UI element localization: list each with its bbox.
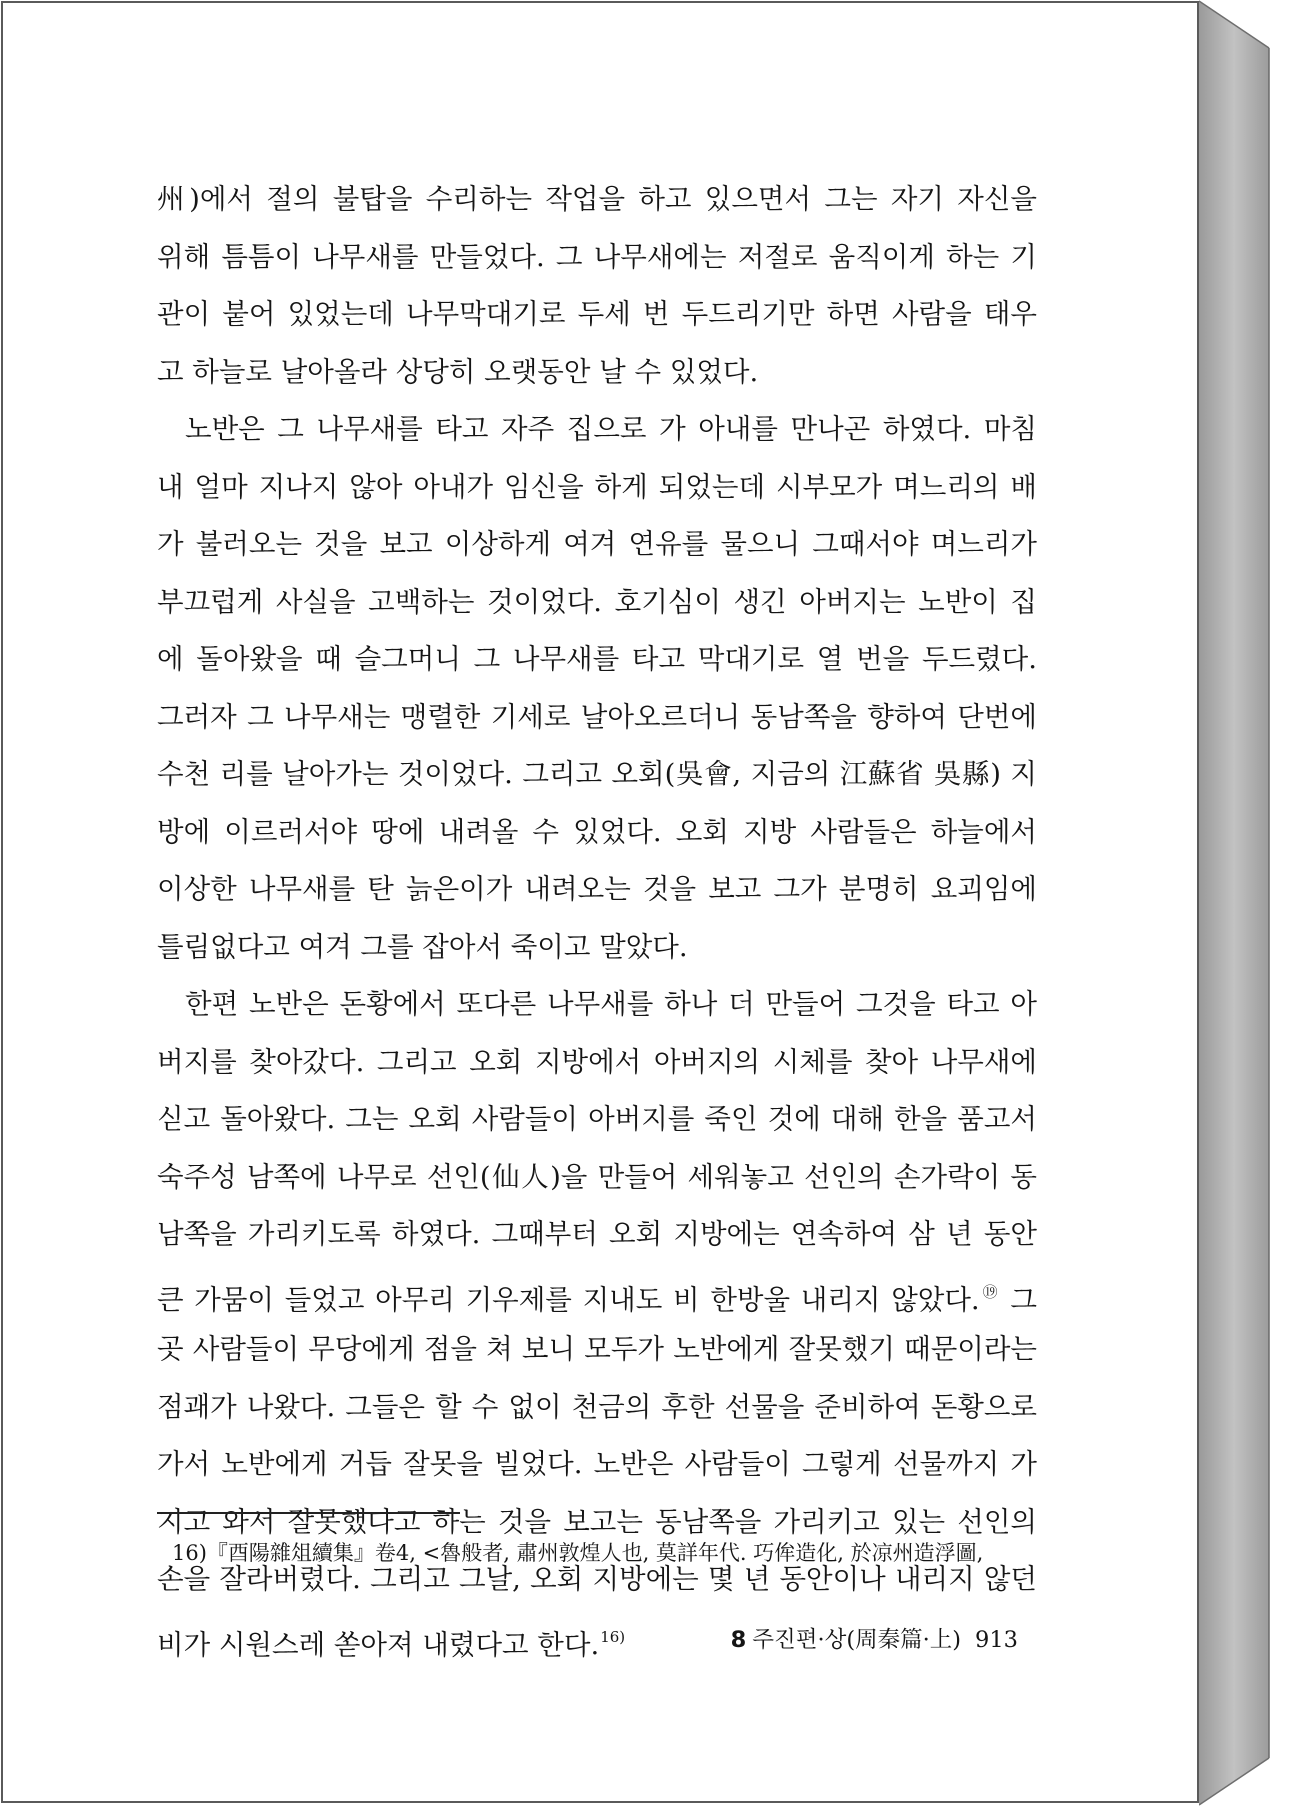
line-text: 숙주성 남쪽에 나무로 선인(仙人)을 만들어 세워놓고 선인의 손가락이 동 — [157, 1160, 1037, 1193]
page-footer — [683, 1622, 1018, 1654]
line-text: 이상한 나무새를 탄 늙은이가 내려오는 것을 보고 그가 분명히 요괴임에 — [157, 873, 1037, 905]
text-line — [157, 459, 1037, 517]
text-line — [157, 804, 1037, 862]
line-text: 가 불러오는 것을 보고 이상하게 여겨 연유를 물으니 그때서야 며느리가 — [157, 528, 1037, 560]
footnote-marker[interactable]: ⑲ — [980, 1282, 1000, 1301]
text-line — [157, 689, 1037, 747]
line-text: 틀림없다고 여겨 그를 잡아서 죽이고 말았다. — [157, 930, 688, 963]
footnote-divider — [157, 1512, 460, 1514]
line-text: 버지를 찾아갔다. 그리고 오회 지방에서 아버지의 시체를 찾아 나무새에 — [157, 1045, 1037, 1078]
line-text: 고 하늘로 날아올라 상당히 오랫동안 날 수 있었다. — [157, 355, 759, 388]
text-line — [157, 1264, 1037, 1322]
body-text — [157, 171, 1037, 1666]
line-text: 그러자 그 나무새는 맹렬한 기세로 날아오르더니 동남쪽을 향하여 단번에 — [157, 700, 1037, 733]
line-text: 큰 가뭄이 들었고 아무리 기우제를 지내도 비 한방울 내리지 않았다. — [157, 1283, 980, 1316]
text-line — [157, 1436, 1037, 1494]
text-line — [157, 1149, 1037, 1207]
line-text: 싣고 돌아왔다. 그는 오회 사람들이 아버지를 죽인 것에 대해 한을 품고서 — [157, 1103, 1037, 1135]
text-line — [157, 1206, 1037, 1264]
text-line — [157, 1379, 1037, 1437]
footnote-marker[interactable]: 16) — [600, 1627, 626, 1646]
text-line — [157, 1321, 1037, 1379]
line-text: 수천 리를 날아가는 것이었다. 그리고 오회(吳會, 지금의 江蘇省 吳縣) 지 — [157, 758, 1037, 790]
line-text: 지고 와서 잘못했다고 하는 것을 보고는 동남쪽을 가리키고 있는 선인의 — [157, 1505, 1037, 1538]
text-line — [157, 1034, 1037, 1092]
page-number: 913 — [975, 1627, 1018, 1653]
line-text: 관이 붙어 있었는데 나무막대기로 두세 번 두드리기만 하면 사람을 태우 — [157, 298, 1037, 330]
line-text: 남쪽을 가리키도록 하였다. 그때부터 오회 지방에는 연속하여 삼 년 동안 — [157, 1218, 1037, 1250]
text-line — [157, 919, 1037, 977]
line-text-tail: 그 — [999, 1283, 1037, 1316]
line-text: 부끄럽게 사실을 고백하는 것이었다. 호기심이 생긴 아버지는 노반이 집 — [157, 585, 1037, 618]
text-line — [157, 516, 1037, 574]
line-text: 점괘가 나왔다. 그들은 할 수 없이 천금의 후한 선물을 준비하여 돈황으로 — [157, 1390, 1037, 1423]
text-line — [157, 286, 1037, 344]
footnote: 16)『酉陽雜俎續集』卷4, <魯般者, 肅州敦煌人也, 莫詳年代. 巧侔造化, 於凉州造浮圖, — [172, 1541, 984, 1565]
line-text: 방에 이르러서야 땅에 내려올 수 있었다. 오회 지방 사람들은 하늘에서 — [157, 815, 1037, 848]
line-text: 에 돌아왔을 때 슬그머니 그 나무새를 타고 막대기로 열 번을 두드렸다. — [157, 643, 1037, 675]
line-text: 州)에서 절의 불탑을 수리하는 작업을 하고 있으면서 그는 자기 자신을 — [157, 183, 1037, 215]
text-line — [157, 574, 1037, 632]
text-line — [157, 1091, 1037, 1149]
line-text: 노반은 그 나무새를 타고 자주 집으로 가 아내를 만나곤 하였다. 마침 — [185, 413, 1037, 445]
line-text: 한편 노반은 돈황에서 또다른 나무새를 하나 더 만들어 그것을 타고 아 — [185, 988, 1037, 1020]
text-line — [157, 861, 1037, 919]
text-line — [157, 344, 1037, 402]
text-line — [157, 631, 1037, 689]
text-line — [157, 976, 1037, 1034]
book-page — [1, 1, 1199, 1803]
book-page-edge — [1199, 0, 1271, 1806]
line-text: 손을 잘라버렸다. 그리고 그날, 오회 지방에는 몇 년 동안이나 내리지 않던 — [157, 1563, 1037, 1595]
line-text: 위해 틈틈이 나무새를 만들었다. 그 나무새에는 저절로 움직이게 하는 기 — [157, 240, 1038, 273]
text-line — [157, 746, 1037, 804]
line-text: 곳 사람들이 무당에게 점을 쳐 보니 모두가 노반에게 잘못했기 때문이라는 — [157, 1333, 1037, 1365]
text-line — [157, 401, 1037, 459]
line-text: 내 얼마 지나지 않아 아내가 임신을 하게 되었는데 시부모가 며느리의 배 — [157, 470, 1037, 503]
line-text: 비가 시원스레 쏟아져 내렸다고 한다. — [157, 1628, 600, 1661]
text-line — [157, 171, 1037, 229]
text-line — [157, 229, 1037, 287]
chapter-number: 8 — [730, 1627, 747, 1653]
line-text: 가서 노반에게 거듭 잘못을 빌었다. 노반은 사람들이 그렇게 선물까지 가 — [157, 1448, 1037, 1480]
chapter-title: 주진편·상(周秦篇·上) — [752, 1627, 962, 1653]
